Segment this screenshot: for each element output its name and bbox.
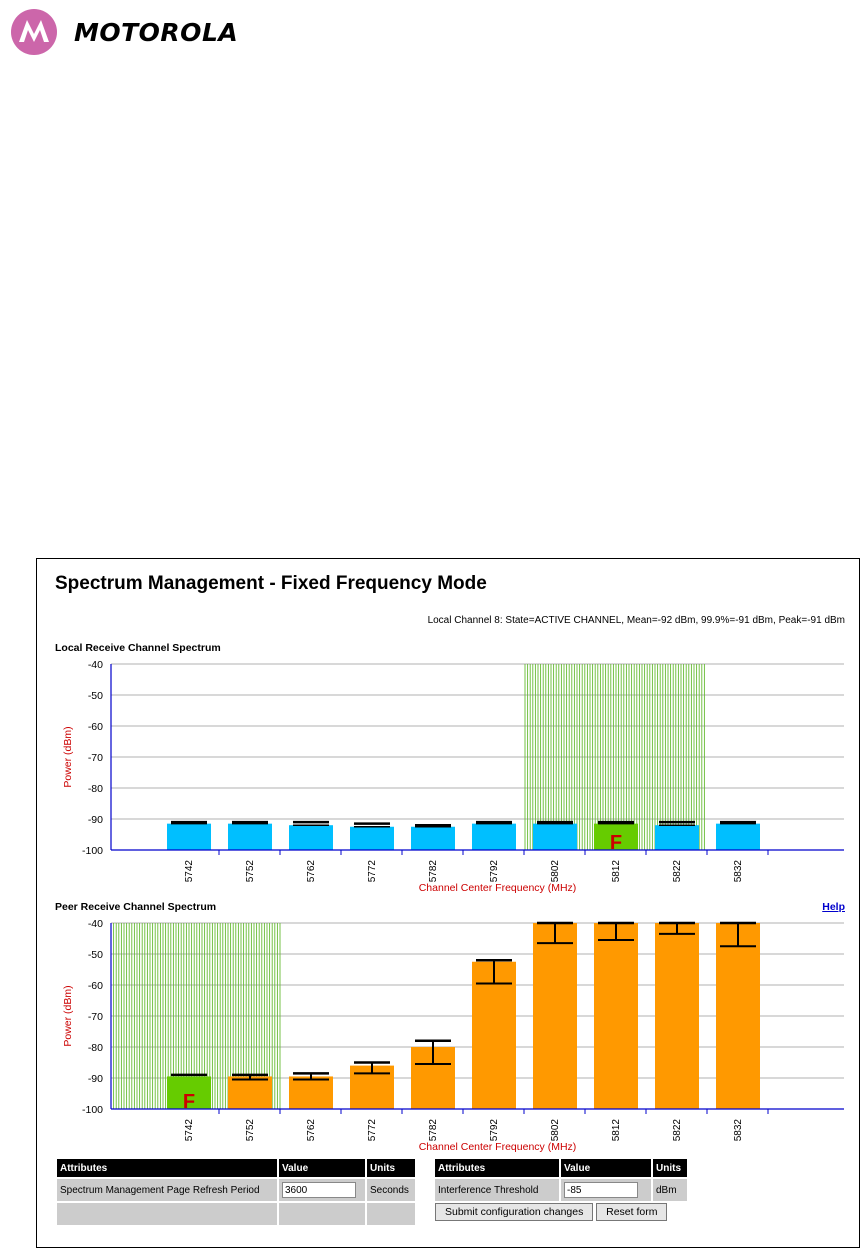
motorola-logo bbox=[10, 8, 260, 58]
x-tick-label: 5822 bbox=[672, 860, 683, 883]
button-row bbox=[435, 1203, 687, 1221]
y-tick-label: -50 bbox=[87, 690, 103, 702]
y-tick-label: -40 bbox=[87, 918, 103, 930]
bar-5802 bbox=[533, 923, 577, 1109]
y-tick-label: -70 bbox=[87, 1011, 103, 1023]
x-tick-label: 5802 bbox=[550, 1119, 561, 1142]
x-tick-label: 5742 bbox=[184, 860, 195, 883]
y-tick-label: -80 bbox=[87, 1042, 103, 1054]
refresh-period-label: Spectrum Management Page Refresh Period bbox=[57, 1179, 277, 1201]
right-attributes-table bbox=[433, 1157, 689, 1223]
x-tick-label: 5752 bbox=[245, 860, 256, 883]
x-axis-title: Channel Center Frequency (MHz) bbox=[418, 1141, 577, 1153]
y-axis-title: Power (dBm) bbox=[62, 985, 74, 1047]
y-tick-label: -100 bbox=[81, 845, 103, 857]
x-tick-label: 5772 bbox=[367, 860, 378, 883]
y-tick-label: -60 bbox=[87, 721, 103, 733]
units-header: Units bbox=[653, 1159, 687, 1177]
units-header: Units bbox=[367, 1159, 415, 1177]
empty-cell bbox=[367, 1203, 415, 1225]
bar-5752 bbox=[228, 824, 272, 850]
value-header: Value bbox=[279, 1159, 365, 1177]
interference-threshold-cell bbox=[561, 1179, 651, 1201]
x-tick-label: 5762 bbox=[306, 860, 317, 883]
refresh-period-units: Seconds bbox=[367, 1179, 415, 1201]
x-tick-label: 5832 bbox=[733, 1119, 744, 1142]
y-tick-label: -100 bbox=[81, 1104, 103, 1116]
left-attributes-table bbox=[55, 1157, 417, 1227]
attributes-header: Attributes bbox=[435, 1159, 559, 1177]
y-tick-label: -70 bbox=[87, 752, 103, 764]
interference-threshold-label: Interference Threshold bbox=[435, 1179, 559, 1201]
active-channel-marker: F bbox=[182, 1091, 196, 1113]
y-axis-title: Power (dBm) bbox=[62, 726, 74, 788]
interference-threshold-units: dBm bbox=[653, 1179, 687, 1201]
empty-cell bbox=[279, 1203, 365, 1225]
x-tick-label: 5802 bbox=[550, 860, 561, 883]
x-tick-label: 5752 bbox=[245, 1119, 256, 1142]
y-tick-label: -90 bbox=[87, 814, 103, 826]
local-chart-title: Local Receive Channel Spectrum bbox=[55, 642, 221, 654]
motorola-batwing-icon bbox=[10, 8, 60, 58]
x-tick-label: 5832 bbox=[733, 860, 744, 883]
help-link[interactable]: Help bbox=[822, 901, 845, 913]
bar-5792 bbox=[472, 824, 516, 850]
reset-form-button[interactable]: Reset form bbox=[596, 1203, 667, 1221]
bar-5762 bbox=[289, 1076, 333, 1109]
x-tick-label: 5792 bbox=[489, 860, 500, 883]
bar-5742 bbox=[167, 824, 211, 850]
peer-chart-title: Peer Receive Channel Spectrum bbox=[55, 901, 217, 913]
bar-5832 bbox=[716, 923, 760, 1109]
status-line: Local Channel 8: State=ACTIVE CHANNEL, Mean=-92 dBm, 99.9%=-91 dBm, Peak=-91 dBm bbox=[427, 615, 845, 626]
brand-name: MOTOROLA bbox=[74, 18, 239, 47]
y-tick-label: -80 bbox=[87, 783, 103, 795]
active-channel-marker: F bbox=[609, 832, 623, 854]
empty-cell bbox=[57, 1203, 277, 1225]
bar-5822 bbox=[655, 825, 699, 850]
y-tick-label: -90 bbox=[87, 1073, 103, 1085]
bar-5762 bbox=[289, 825, 333, 850]
submit-configuration-button[interactable]: Submit configuration changes bbox=[435, 1203, 593, 1221]
x-axis-title: Channel Center Frequency (MHz) bbox=[418, 882, 577, 894]
x-tick-label: 5762 bbox=[306, 1119, 317, 1142]
y-tick-label: -50 bbox=[87, 949, 103, 961]
x-tick-label: 5742 bbox=[184, 1119, 195, 1142]
x-tick-label: 5792 bbox=[489, 1119, 500, 1142]
local-spectrum-chart bbox=[37, 654, 861, 894]
value-header: Value bbox=[561, 1159, 651, 1177]
attributes-header: Attributes bbox=[57, 1159, 277, 1177]
x-tick-label: 5772 bbox=[367, 1119, 378, 1142]
bar-5782 bbox=[411, 827, 455, 850]
y-tick-label: -60 bbox=[87, 980, 103, 992]
page-title: Spectrum Management - Fixed Frequency Mode bbox=[55, 573, 487, 594]
x-tick-label: 5812 bbox=[611, 1119, 622, 1142]
y-tick-label: -40 bbox=[87, 659, 103, 671]
x-tick-label: 5812 bbox=[611, 860, 622, 883]
bar-5802 bbox=[533, 824, 577, 850]
x-tick-label: 5782 bbox=[428, 860, 439, 883]
refresh-period-input[interactable] bbox=[282, 1182, 356, 1198]
interference-threshold-input[interactable] bbox=[564, 1182, 638, 1198]
spectrum-panel bbox=[36, 558, 860, 1248]
refresh-period-cell bbox=[279, 1179, 365, 1201]
bar-5832 bbox=[716, 824, 760, 850]
bar-5812 bbox=[594, 923, 638, 1109]
peer-spectrum-chart bbox=[37, 913, 861, 1153]
x-tick-label: 5822 bbox=[672, 1119, 683, 1142]
bar-5772 bbox=[350, 827, 394, 850]
bar-5752 bbox=[228, 1076, 272, 1109]
x-tick-label: 5782 bbox=[428, 1119, 439, 1142]
bar-5822 bbox=[655, 923, 699, 1109]
